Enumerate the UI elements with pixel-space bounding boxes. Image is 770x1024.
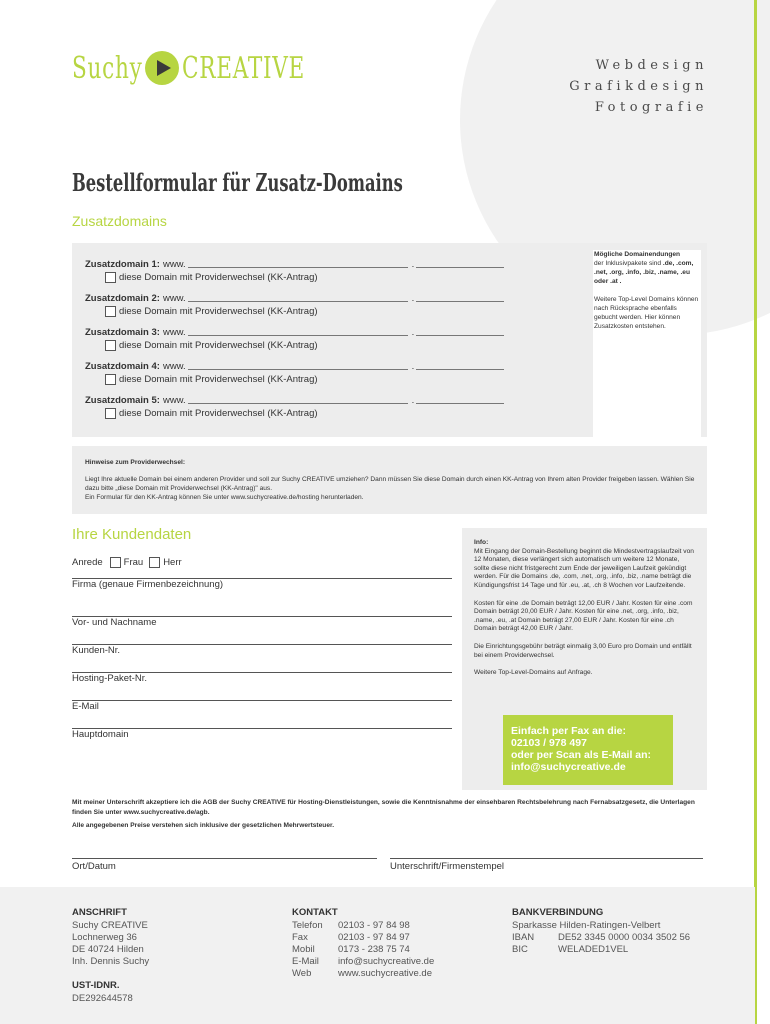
vat-id: DE292644578 — [72, 993, 133, 1004]
domain-tld-field[interactable] — [416, 258, 504, 268]
hint-link-text: Ein Formular für den KK-Antrag können Sie unter www.suchycreative.de/hosting herunterladen. — [85, 494, 364, 501]
domain-tld-field[interactable] — [416, 394, 504, 404]
service-grafikdesign: Grafikdesign — [569, 79, 708, 94]
tld-note: Weitere Top-Level Domains können nach Rücksprache ebenfalls gebucht werden. Hier können Zusatzkosten entstehen. — [594, 296, 699, 330]
customer-number-label: Kunden-Nr. — [72, 645, 121, 656]
salutation-row — [72, 557, 182, 568]
domain-label: Zusatzdomain 1: — [85, 259, 160, 270]
footer-contact — [292, 907, 434, 980]
address-line: Inh. Dennis Suchy — [72, 956, 150, 967]
domain-prefix: www. — [162, 327, 186, 338]
contact-key: E-Mail — [292, 956, 319, 967]
frau-label: Frau — [123, 557, 144, 568]
provider-change-checkbox[interactable] — [105, 340, 116, 351]
info-more-tlds: Weitere Top-Level-Domains auf Anfrage. — [474, 669, 593, 677]
contact-email[interactable]: info@suchycreative.de — [338, 956, 435, 967]
customer-number-field[interactable] — [72, 633, 452, 656]
main-domain-label: Hauptdomain — [72, 729, 129, 740]
frau-checkbox[interactable] — [110, 557, 121, 568]
logo-word-creative: CREATIVE — [182, 50, 306, 86]
fax-email[interactable]: info@suchycreative.de — [511, 761, 626, 773]
hint-text: Liegt Ihre aktuelle Domain bei einem anderen Provider und soll zur Suchy CREATIVE umziehen? Dann müssen Sie diese Domain durch einen KK-Antrag von Ihrem alten Provider freigeben lassen. Wählen Sie dazu bitte „diese Domain mit Providerwechsel (KK-Antrag)" aus. — [85, 476, 695, 492]
fax-line-3: oder per Scan als E-Mail an: — [511, 749, 652, 761]
domain-row — [85, 255, 525, 289]
contact-mobile[interactable]: 0173 - 238 75 74 — [338, 944, 410, 955]
domain-endings-note — [593, 250, 701, 437]
domain-dot: . — [411, 259, 415, 270]
domain-label: Zusatzdomain 4: — [85, 361, 160, 372]
name-field[interactable] — [72, 605, 452, 628]
logo — [72, 48, 306, 88]
name-label: Vor- und Nachname — [72, 617, 157, 628]
company-field[interactable] — [72, 578, 452, 590]
company-label: Firma (genaue Firmenbezeichnung) — [72, 579, 224, 590]
herr-checkbox[interactable] — [149, 557, 160, 568]
domain-row — [85, 323, 525, 357]
provider-change-checkbox[interactable] — [105, 272, 116, 283]
provider-change-checkbox[interactable] — [105, 306, 116, 317]
contact-title: KONTAKT — [292, 907, 338, 918]
domain-row — [85, 357, 525, 391]
main-domain-field[interactable] — [72, 717, 452, 740]
domain-name-field[interactable] — [188, 360, 408, 370]
bank-key: IBAN — [512, 932, 535, 943]
hosting-number-field[interactable] — [72, 661, 452, 684]
provider-change-checkbox[interactable] — [105, 374, 116, 385]
bank-iban: DE52 3345 0000 0034 3502 56 — [558, 932, 691, 943]
domain-label: Zusatzdomain 2: — [85, 293, 160, 304]
info-setup-fee: Die Einrichtungsgebühr beträgt einmalig 3,00 Euro pro Domain und entfällt bei einem Providerwechsel. — [474, 642, 692, 659]
domain-dot: . — [411, 293, 415, 304]
provider-change-checkbox[interactable] — [105, 408, 116, 419]
domain-tld-field[interactable] — [416, 326, 504, 336]
contact-key: Web — [292, 968, 312, 979]
contact-key: Mobil — [292, 944, 315, 955]
endings-list: .de, .com, .net, .org, .info, .biz, .name, .eu oder .at . — [594, 260, 694, 285]
provider-change-label: diese Domain mit Providerwechsel (KK-Antrag) — [119, 340, 318, 351]
footer-address — [72, 907, 149, 1005]
domain-name-field[interactable] — [188, 326, 408, 336]
domain-prefix: www. — [162, 395, 186, 406]
provider-change-label: diese Domain mit Providerwechsel (KK-Antrag) — [119, 272, 318, 283]
domain-box — [72, 243, 707, 437]
endings-title: Mögliche Domainendungen — [594, 251, 681, 258]
address-line: Lochnerweg 36 — [72, 932, 137, 943]
domain-prefix: www. — [162, 361, 186, 372]
domain-rows — [85, 255, 525, 425]
domain-tld-field[interactable] — [416, 292, 504, 302]
domain-label: Zusatzdomain 5: — [85, 395, 160, 406]
accent-bar — [754, 0, 757, 1024]
provider-change-label: diese Domain mit Providerwechsel (KK-Antrag) — [119, 408, 318, 419]
footer-bank — [512, 907, 690, 956]
signature-label: Unterschrift/Firmenstempel — [390, 858, 703, 872]
vat-id-title: UST-IDNR. — [72, 980, 120, 991]
domain-name-field[interactable] — [188, 258, 408, 268]
signature-field[interactable] — [390, 858, 703, 872]
address-line: DE 40724 Hilden — [72, 944, 144, 955]
service-webdesign: Webdesign — [595, 58, 708, 73]
provider-change-label: diese Domain mit Providerwechsel (KK-Antrag) — [119, 306, 318, 317]
domain-dot: . — [411, 395, 415, 406]
domain-dot: . — [411, 361, 415, 372]
domain-label: Zusatzdomain 3: — [85, 327, 160, 338]
info-contract: Mit Eingang der Domain-Bestellung beginnt die Mindestvertragslaufzeit von 12 Monaten, diese verlängert sich automatisch um weitere 12 Monate, sollte diese nicht fristgerecht zum Ende der jeweiligen Laufzeit gekündigt werden. Für die Domains .de, .com, .net, .org, .info, .biz, .name beträgt die Kündigungsfrist 14 Tage und für .eu, .at, .ch 8 Wochen vor Laufzeitende. — [474, 547, 694, 589]
email-label: E-Mail — [72, 701, 99, 712]
bank-name: Sparkasse Hilden-Ratingen-Velbert — [512, 920, 661, 931]
provider-change-hint — [72, 446, 707, 514]
fax-callout — [503, 715, 673, 785]
salutation-label: Anrede — [72, 557, 103, 568]
section-title-zusatzdomains: Zusatzdomains — [72, 213, 167, 229]
bank-key: BIC — [512, 944, 528, 955]
bank-bic: WELADED1VEL — [558, 944, 629, 955]
fax-number: 02103 / 978 497 — [511, 737, 587, 749]
contact-key: Fax — [292, 932, 308, 943]
address-title: ANSCHRIFT — [72, 907, 127, 918]
domain-name-field[interactable] — [188, 394, 408, 404]
place-date-label: Ort/Datum — [72, 858, 377, 872]
info-costs: Kosten für eine .de Domain beträgt 12,00 EUR / Jahr. Kosten für eine .com Domain beträgt 20,00 EUR / Jahr. Kosten für eine .net, .org, .info, .biz, .name, .eu, .at Domain beträgt 27,00 EUR / Jahr. Kosten für eine .ch Domain beträgt 42,00 EUR / Jahr. — [474, 599, 693, 633]
legal-agb: Mit meiner Unterschrift akzeptiere ich die AGB der Suchy CREATIVE für Hosting-Dienstleistungen, sowie die Kenntnisnahme der einsehbaren Rechtsbelehrung nach Fernabsatzgesetz, die Unterlagen finden Sie unter www.suchycreative.de/agb. — [72, 799, 695, 816]
provider-change-label: diese Domain mit Providerwechsel (KK-Antrag) — [119, 374, 318, 385]
legal-text — [72, 798, 712, 835]
domain-row — [85, 391, 525, 425]
legal-vat: Alle angegebenen Preise verstehen sich inklusive der gesetzlichen Mehrwertsteuer. — [72, 822, 335, 829]
place-date-field[interactable] — [72, 858, 377, 872]
hosting-number-label: Hosting-Paket-Nr. — [72, 673, 147, 684]
service-fotografie: Fotografie — [594, 100, 708, 115]
info-title: Info: — [474, 539, 489, 546]
domain-prefix: www. — [162, 293, 186, 304]
contact-phone[interactable]: 02103 - 97 84 98 — [338, 920, 410, 931]
contact-fax: 02103 - 97 84 97 — [338, 932, 410, 943]
endings-text: der Inklusivpakete sind — [594, 260, 662, 267]
domain-row — [85, 289, 525, 323]
bank-title: BANKVERBINDUNG — [512, 907, 604, 918]
domain-prefix: www. — [162, 259, 186, 270]
herr-label: Herr — [163, 557, 182, 568]
hint-title: Hinweise zum Providerwechsel: — [85, 459, 186, 466]
play-icon — [144, 50, 180, 86]
page-title: Bestellformular für Zusatz-Domains — [72, 168, 403, 197]
services-list — [569, 55, 708, 118]
email-field[interactable] — [72, 689, 452, 712]
domain-dot: . — [411, 327, 415, 338]
contact-web[interactable]: www.suchycreative.de — [338, 968, 432, 979]
section-title-kundendaten: Ihre Kundendaten — [72, 526, 192, 543]
contact-key: Telefon — [292, 920, 323, 931]
domain-tld-field[interactable] — [416, 360, 504, 370]
domain-name-field[interactable] — [188, 292, 408, 302]
logo-word-suchy: Suchy — [72, 50, 143, 86]
footer — [0, 887, 755, 1024]
fax-line-1: Einfach per Fax an die: — [511, 725, 626, 737]
address-line: Suchy CREATIVE — [72, 920, 148, 931]
